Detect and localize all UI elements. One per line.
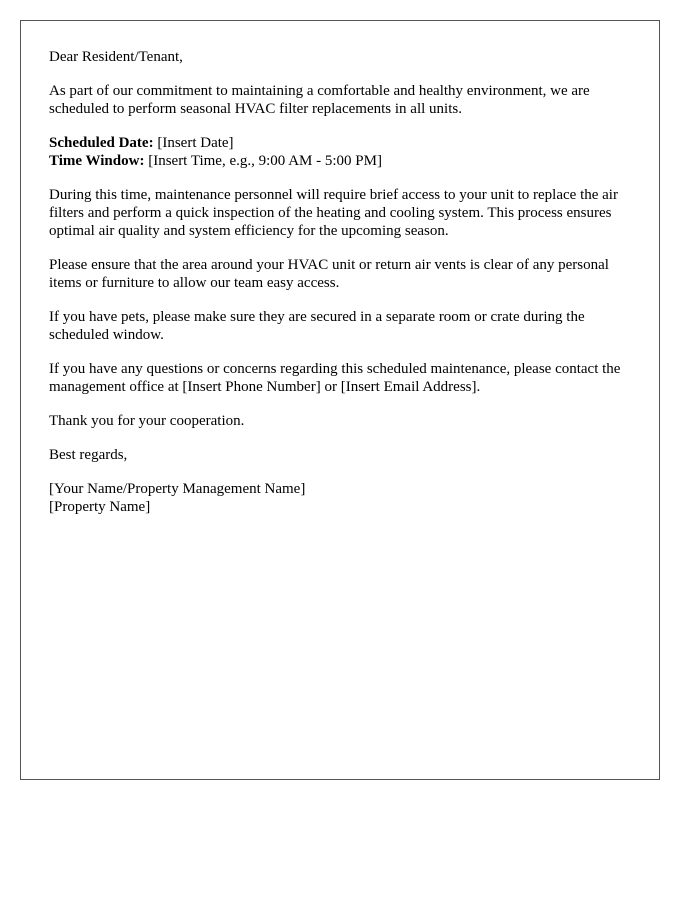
access-paragraph: During this time, maintenance personnel will require brief access to your unit to replace the air filters and perform a quick inspection of the heating and cooling system. This process ensures optimal air quality and system efficiency for the upcoming season. xyxy=(49,187,618,239)
greeting: Dear Resident/Tenant, xyxy=(49,49,183,65)
signature-name: [Your Name/Property Management Name] xyxy=(49,481,306,497)
pets-paragraph: If you have pets, please make sure they are secured in a separate room or crate during the scheduled window. xyxy=(49,309,585,343)
letter-page xyxy=(20,20,660,780)
intro-paragraph: As part of our commitment to maintaining a comfortable and healthy environment, we are scheduled to perform seasonal HVAC filter replacements in all units. xyxy=(49,83,590,117)
time-window-label: Time Window: xyxy=(49,153,145,169)
signature-property: [Property Name] xyxy=(49,499,151,515)
scheduled-date-label: Scheduled Date: xyxy=(49,135,154,151)
time-window-value: [Insert Time, e.g., 9:00 AM - 5:00 PM] xyxy=(144,153,382,169)
signature-block xyxy=(49,480,631,516)
clearance-paragraph: Please ensure that the area around your HVAC unit or return air vents is clear of any personal items or furniture to allow our team easy access. xyxy=(49,257,609,291)
contact-paragraph: If you have any questions or concerns regarding this scheduled maintenance, please contact the management office at [Insert Phone Number] or [Insert Email Address]. xyxy=(49,361,621,395)
scheduled-date-value: [Insert Date] xyxy=(153,135,234,151)
thanks-line: Thank you for your cooperation. xyxy=(49,413,245,429)
closing-line: Best regards, xyxy=(49,447,128,463)
schedule-block xyxy=(49,134,631,170)
